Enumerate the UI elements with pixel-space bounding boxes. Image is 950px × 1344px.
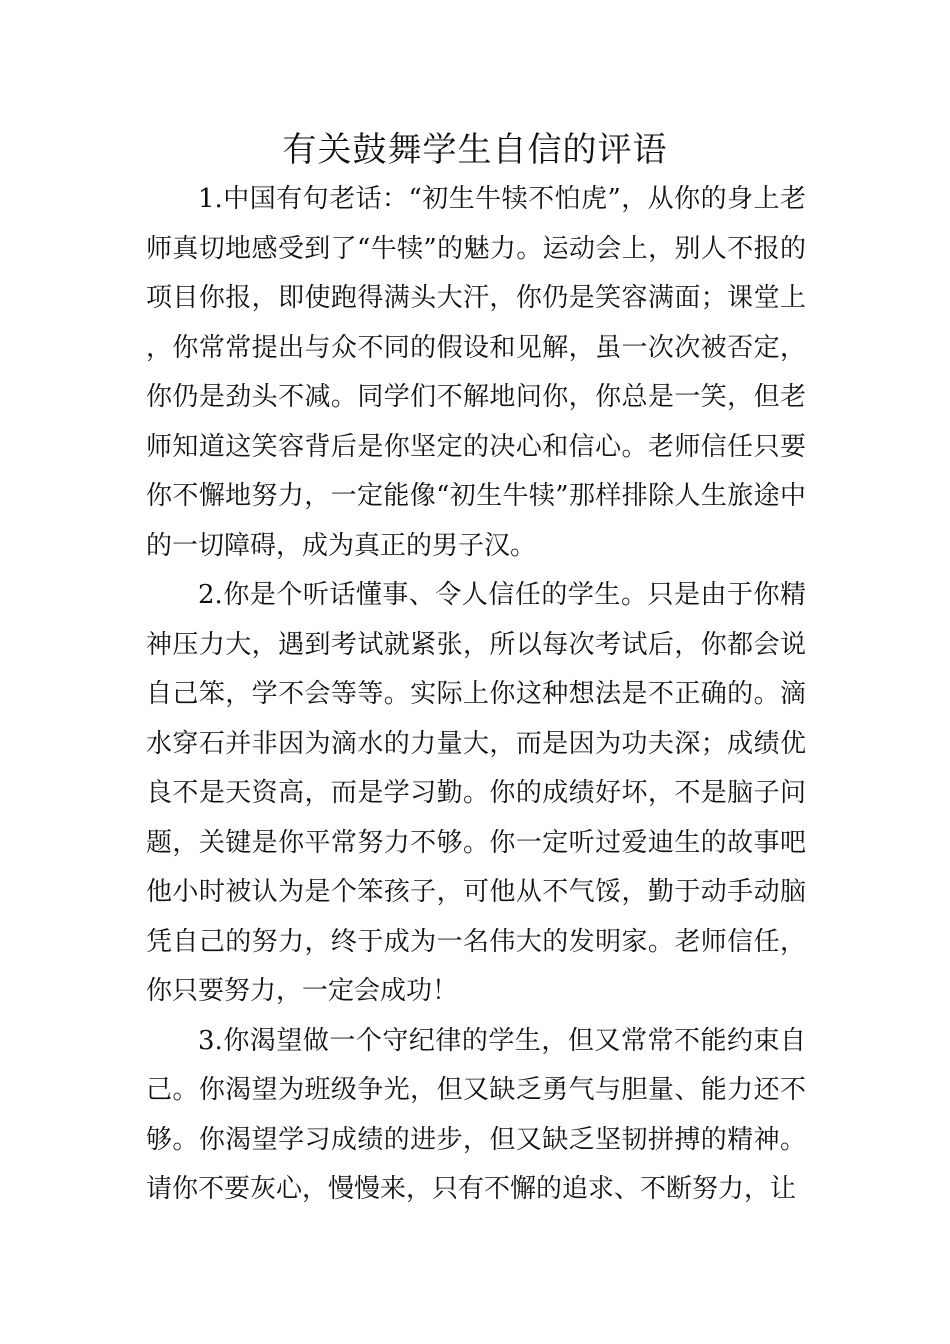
- document-title: 有关鼓舞学生自信的评语: [282, 130, 668, 170]
- document-body: [146, 175, 806, 1215]
- paragraph-2: 2.你是个听话懂事、令人信任的学生。只是由于你精神压力大，遇到考试就紧张，所以每次考试后，你都会说自己笨，学不会等等。实际上你这种想法是不正确的。滴水穿石并非因为滴水的力量大，而是因为功夫深；成绩优良不是天资高，而是学习勤。你的成绩好坏，不是脑子问题，关键是你平常努力不够。你一定听过爱迪生的故事吧他小时被认为是个笨孩子，可他从不气馁，勤于动手动脑凭自己的努力，终于成为一名伟大的发明家。老师信任，你只要努力，一定会成功！: [146, 580, 806, 1006]
- paragraph-1: 1.中国有句老话：“初生牛犊不怕虎”，从你的身上老师真切地感受到了“牛犊”的魅力。运动会上，别人不报的项目你报，即使跑得满头大汗，你仍是笑容满面；课堂上，你常常提出与众不同的假设和见解，虽一次次被否定，你仍是劲头不减。同学们不解地问你，你总是一笑，但老师知道这笑容背后是你坚定的决心和信心。老师信任只要你不懈地努力，一定能像“初生牛犊”那样排除人生旅途中的一切障碍，成为真正的男子汉。: [146, 184, 806, 561]
- paragraph-3: 3.你渴望做一个守纪律的学生，但又常常不能约束自己。你渴望为班级争光，但又缺乏勇气与胆量、能力还不够。你渴望学习成绩的进步，但又缺乏坚韧拼搏的精神。请你不要灰心，慢慢来，只有不懈的追求、不断努力，让: [146, 1025, 806, 1204]
